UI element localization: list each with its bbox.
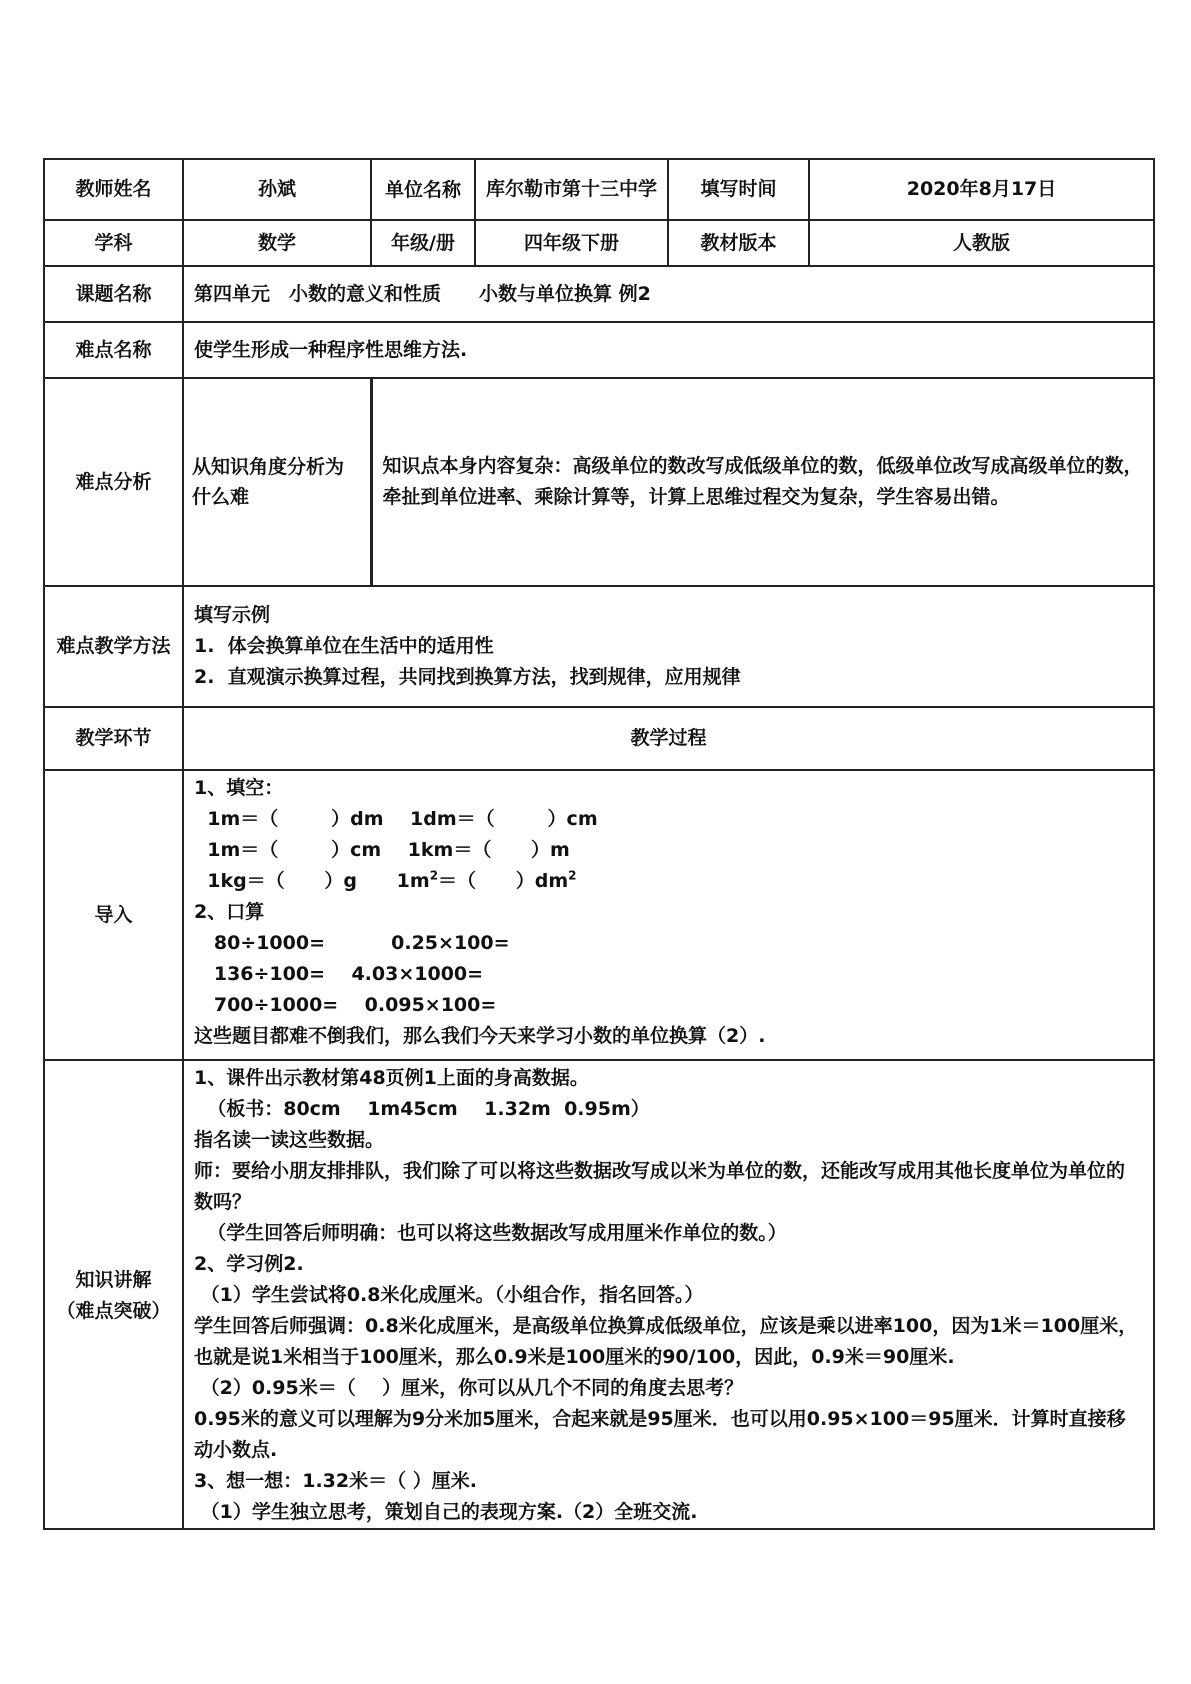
explain-line: 学生回答后师强调：0.8米化成厘米，是高级单位换算成低级单位，应该是乘以进率100，因为1米＝100厘米，也就是说1米相当于100厘米，那么0.9米是100厘米的90/100，因此，0.9米＝90厘米. xyxy=(194,1315,1138,1368)
superscript: 2 xyxy=(568,868,577,883)
intro-row xyxy=(44,770,1154,1060)
explain-line: 0.95米的意义可以理解为9分米加5厘米，合起来就是95厘米．也可以用0.95×100＝95厘米．计算时直接移动小数点. xyxy=(194,1408,1126,1461)
header-row-1 xyxy=(44,159,1154,220)
header-row-2 xyxy=(44,220,1154,266)
explain-line: （板书：80cm 1m45cm 1.32m 0.95m） xyxy=(194,1098,650,1120)
superscript: 2 xyxy=(429,868,439,883)
unit-label: 单位名称 xyxy=(371,159,475,220)
difficulty-label: 难点名称 xyxy=(44,322,183,378)
intro-line: 1m＝（ ）cm 1km＝（ ）m xyxy=(194,839,570,861)
edition-label: 教材版本 xyxy=(668,220,809,266)
difficulty-row xyxy=(44,322,1154,378)
explain-line: （1）学生尝试将0.8米化成厘米。（小组合作，指名回答。） xyxy=(194,1284,704,1306)
analysis-row xyxy=(44,378,1154,586)
analysis-text: 知识点本身内容复杂：高级单位的数改写成低级单位的数，低级单位改写成高级单位的数，牵扯到单位进率、乘除计算等，计算上思维过程交为复杂，学生容易出错。 xyxy=(371,378,1154,586)
method-label: 难点教学方法 xyxy=(44,586,183,707)
grade-label: 年级/册 xyxy=(371,220,475,266)
edition-value: 人教版 xyxy=(809,220,1154,266)
explain-line: 师：要给小朋友排排队，我们除了可以将这些数据改写成以米为单位的数，还能改写成用其他长度单位为单位的数吗？ xyxy=(194,1160,1126,1213)
method-content xyxy=(183,586,1154,707)
explain-label xyxy=(44,1060,183,1529)
explain-label-line: （难点突破） xyxy=(56,1299,171,1322)
method-line: 1. 体会换算单位在生活中的适用性 xyxy=(194,635,494,657)
topic-row xyxy=(44,266,1154,322)
process-step-label: 教学环节 xyxy=(44,707,183,770)
explain-row xyxy=(44,1060,1154,1529)
intro-line: 1、填空： xyxy=(194,777,284,799)
explain-line: 3、想一想：1.32米＝（ ）厘米. xyxy=(194,1470,477,1492)
intro-line: 1m＝（ ）dm 1dm＝（ ）cm xyxy=(194,808,598,830)
intro-line: 2、口算 xyxy=(194,901,265,923)
unit-value: 库尔勒市第十三中学 xyxy=(475,159,668,220)
grade-value: 四年级下册 xyxy=(475,220,668,266)
topic-label: 课题名称 xyxy=(44,266,183,322)
explain-content xyxy=(183,1060,1154,1529)
explain-line: 2、学习例2. xyxy=(194,1253,304,1275)
explain-line: 指名读一读这些数据。 xyxy=(194,1129,385,1151)
teacher-label: 教师姓名 xyxy=(44,159,183,220)
process-header-row xyxy=(44,707,1154,770)
intro-line: 这些题目都难不倒我们，那么我们今天来学习小数的单位换算（2）. xyxy=(194,1025,766,1047)
analysis-sub-label: 从知识角度分析为什么难 xyxy=(183,378,371,586)
explain-label-line: 知识讲解 xyxy=(75,1268,152,1291)
subject-value: 数学 xyxy=(183,220,371,266)
teacher-value: 孙斌 xyxy=(183,159,371,220)
intro-line-part: ＝（ ）dm xyxy=(438,870,569,892)
intro-line-part: 1kg＝（ ）g 1m xyxy=(194,870,430,892)
explain-line: （学生回答后师明确：也可以将这些数据改写成用厘米作单位的数。） xyxy=(194,1222,787,1244)
method-line: 填写示例 xyxy=(194,604,271,626)
intro-line: 700÷1000= 0.095×100= xyxy=(194,994,497,1016)
intro-label: 导入 xyxy=(44,770,183,1060)
explain-line: （2）0.95米＝（ ）厘米，你可以从几个不同的角度去思考？ xyxy=(194,1377,744,1399)
subject-label: 学科 xyxy=(44,220,183,266)
date-label: 填写时间 xyxy=(668,159,809,220)
explain-line: 1、课件出示教材第48页例1上面的身高数据。 xyxy=(194,1067,589,1089)
method-row xyxy=(44,586,1154,707)
process-label: 教学过程 xyxy=(183,707,1154,770)
difficulty-value: 使学生形成一种程序性思维方法. xyxy=(183,322,1154,378)
intro-line xyxy=(194,866,1143,897)
explain-line: （1）学生独立思考，策划自己的表现方案.（2）全班交流. xyxy=(194,1501,698,1523)
lesson-plan-table xyxy=(43,158,1155,1530)
intro-content xyxy=(183,770,1154,1060)
date-value: 2020年8月17日 xyxy=(809,159,1154,220)
intro-line: 80÷1000= 0.25×100= xyxy=(194,932,510,954)
topic-value: 第四单元 小数的意义和性质 小数与单位换算 例2 xyxy=(183,266,1154,322)
analysis-label: 难点分析 xyxy=(44,378,183,586)
intro-line: 136÷100= 4.03×1000= xyxy=(194,963,484,985)
method-line: 2. 直观演示换算过程，共同找到换算方法，找到规律，应用规律 xyxy=(194,666,741,688)
